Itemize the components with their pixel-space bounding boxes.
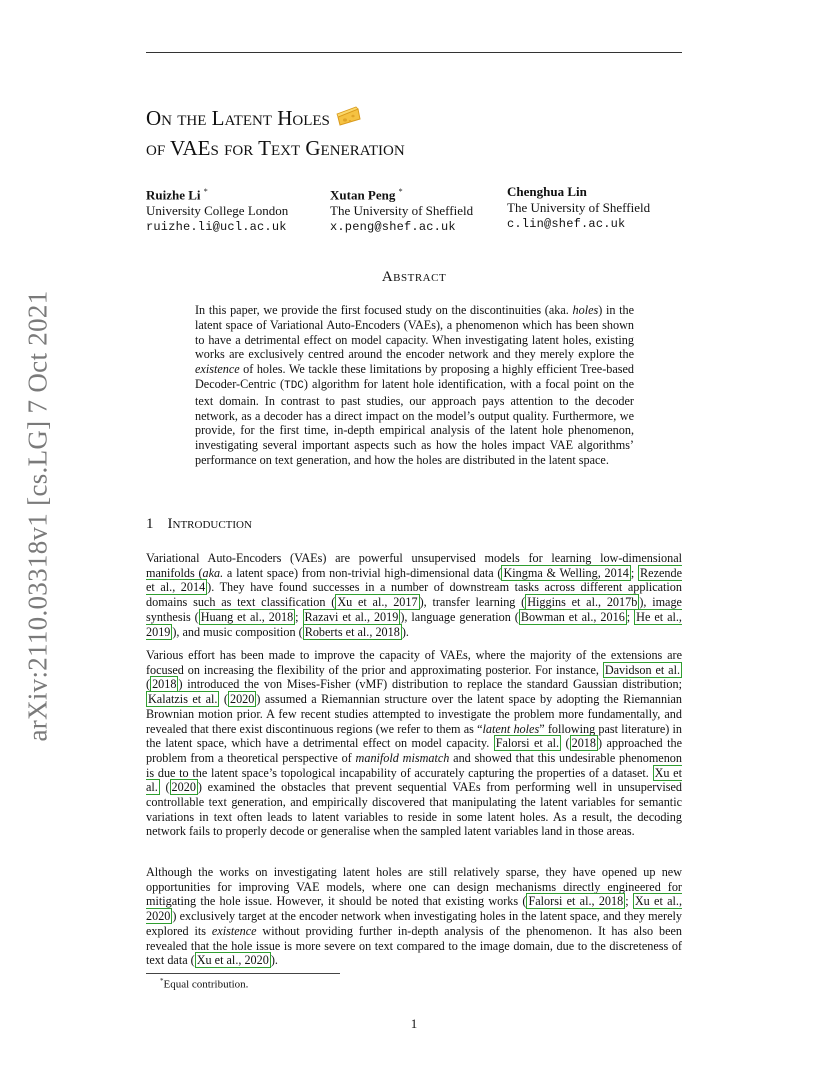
body-text: ), and music composition (: [172, 624, 303, 639]
citation-link[interactable]: Kalatzis et al.: [148, 692, 218, 707]
citation-link[interactable]: Roberts et al., 2018: [304, 624, 400, 639]
body-text: and showed that this undesirable phenomenon is due to the latent space’s topological incapability of accurately capturing the properties of a dataset.: [146, 750, 682, 780]
author-affiliation: The University of Sheffield: [330, 203, 474, 219]
intro-paragraph-1: [146, 551, 682, 639]
citation-link[interactable]: 2020: [171, 780, 196, 795]
body-text: ;: [295, 609, 303, 624]
body-text: (: [561, 736, 570, 751]
body-text: a latent space) from non-trivial high-dimensional data (: [223, 565, 502, 580]
body-text: without providing further in-depth analysis of the phenomenon. It has also been revealed that the hole issue is more severe on text compared to the image domain, due to the discreteness of text data (: [146, 923, 682, 968]
body-emphasis: manifold mismatch: [355, 750, 450, 765]
title-line-1: [146, 104, 405, 134]
page-number: 1: [410, 1016, 418, 1031]
body-text: ). They have found successes in a number of downstream tasks across different application domains such as text classification (: [146, 580, 682, 610]
author-1-name-line: [146, 184, 288, 203]
author-1: [146, 184, 288, 235]
body-text: ).: [401, 624, 409, 639]
author-3-name-line: [507, 184, 650, 200]
author-2-name-line: [330, 184, 473, 203]
intro-paragraph-3: [146, 865, 682, 968]
author-email[interactable]: x.peng@shef.ac.uk: [330, 220, 456, 235]
abstract-text: In this paper, we provide the first focused study on the discontinuities (aka.: [195, 303, 573, 317]
citation-link[interactable]: Higgins et al., 2017b: [527, 595, 638, 610]
equal-contribution-mark: *: [398, 187, 403, 196]
author-name: Ruizhe Li: [146, 187, 201, 203]
author-email[interactable]: c.lin@shef.ac.uk: [507, 217, 626, 231]
citation-link[interactable]: Falorsi et al., 2018: [528, 894, 624, 909]
citation-link[interactable]: 2018: [571, 736, 596, 751]
equal-contribution-mark: *: [203, 187, 208, 196]
author-3: [507, 184, 650, 232]
body-text: ), transfer learning (: [419, 595, 526, 610]
intro-paragraph-2: [146, 648, 682, 839]
abstract-heading: Abstract: [381, 269, 447, 285]
citation-link[interactable]: Falorsi et al.: [495, 736, 560, 751]
title-line-2: of VAEs for Text Generation: [146, 136, 405, 160]
author-2: [330, 184, 473, 235]
section-heading: [146, 516, 252, 533]
body-text: ) approached the problem from a theoretical perspective of: [146, 736, 682, 765]
author-email[interactable]: ruizhe.li@ucl.ac.uk: [146, 220, 287, 235]
abstract-text: ) algorithm for latent hole identification, with a focal point on the text domain. In contrast to past studies, our approach pays attention to the decoder network, as a decoder has a direct impact on the model’s output quality. Furthermore, we provide, for the first time, in-depth empirical analysis of the latent hole phenomenon, investigating several important aspects such as how the holes impact VAE algorithms’ performance on text generation, and how the holes are distributed in the latent space.: [195, 376, 634, 467]
body-emphasis: latent holes: [482, 721, 540, 736]
citation-link[interactable]: Xu et al., 2017: [337, 595, 418, 610]
body-text: ) introduced the von Mises-Fisher (vMF) distribution to replace the standard Gaussian distribution;: [178, 677, 682, 692]
body-text: ), image synthesis (: [146, 595, 682, 624]
citation-link[interactable]: Huang et al., 2018: [200, 609, 294, 624]
citation-link[interactable]: Xu et al.: [146, 765, 682, 795]
arxiv-identifier: arXiv:2110.03318v1 [cs.LG] 7 Oct 2021: [22, 290, 53, 742]
body-text: ;: [625, 894, 633, 909]
body-text: ), language generation (: [400, 609, 519, 624]
author-name: Xutan Peng: [330, 187, 396, 203]
body-text: ) exclusively target at the encoder network when investigating holes in the latent space, and they merely explored its: [146, 909, 682, 938]
body-text: ” following past literature) in the latent space, which have a detrimental effect on model capacity.: [146, 721, 682, 751]
section-number: 1: [146, 516, 154, 532]
body-emphasis: existence: [211, 923, 257, 938]
body-text: Various effort has been made to improve the capacity of VAEs, where the majority of the extensions are focused on increasing the flexibility of the prior and approximating posterior. For instance,: [146, 648, 682, 677]
author-name: Chenghua Lin: [507, 184, 587, 199]
abstract-emphasis: holes: [572, 303, 599, 317]
body-text: (: [146, 677, 151, 692]
footnote-mark: *: [160, 977, 164, 985]
author-affiliation: University College London: [146, 203, 289, 219]
citation-link[interactable]: Xu et al., 2020: [196, 953, 269, 968]
body-text: ) examined the obstacles that prevent sequential VAEs from performing well in unsupervised controllable text generation, and empirically discovered that manipulating the latent variables for semantic variations in text often leads to latent variables to reside in some latent holes. As a result, the decoding network fails to properly decode or generalise when the sampled latent variables land in those areas.: [146, 780, 683, 839]
citation-link[interactable]: Xu et al., 2020: [146, 894, 682, 924]
citation-link[interactable]: Kingma & Welling, 2014: [503, 565, 629, 580]
body-text: ;: [626, 609, 635, 624]
body-text: ) assumed a Riemannian structure over the latent space by adopting the Riemannian Brownian motion prior. A few recent studies attempted to investigate the problem more fundamentally, and revealed that there exist discontinuous regions (we refer to them as “: [146, 692, 682, 736]
footnote: [160, 977, 248, 991]
section-title: Introduction: [167, 516, 252, 532]
author-affiliation: The University of Sheffield: [507, 200, 651, 215]
algorithm-name: TDC: [284, 379, 304, 392]
footnote-rule: [146, 973, 340, 974]
body-text: ).: [270, 953, 278, 968]
top-rule: [146, 52, 682, 53]
citation-link[interactable]: 2020: [229, 692, 255, 707]
abstract-text: of holes. We tackle these limitations by proposing a highly efficient Tree-based Decoder-Centric (: [195, 362, 634, 391]
body-text: Although the works on investigating latent holes are still relatively sparse, they have opened up new opportunities for improving VAE models, where one can design mechanisms directly engineered for mitigating the hole issue. However, it should be noted that existing works (: [146, 865, 682, 909]
citation-link[interactable]: Rezende et al., 2014: [146, 565, 682, 595]
title-line-1-text: On the Latent Holes: [146, 106, 330, 130]
body-text: Variational Auto-Encoders (VAEs) are powerful unsupervised models for learning low-dimensional manifolds (: [146, 551, 682, 580]
body-text: (: [159, 780, 170, 795]
abstract-body: [195, 303, 634, 468]
paper-title: [146, 104, 405, 162]
abstract-emphasis: existence: [195, 362, 240, 377]
citation-link[interactable]: Davidson et al.: [604, 662, 680, 677]
body-emphasis: aka.: [202, 565, 224, 580]
cheese-icon: [336, 105, 362, 134]
citation-link[interactable]: Bowman et al., 2016: [520, 609, 625, 624]
body-text: ;: [630, 565, 639, 580]
citation-link[interactable]: He et al., 2019: [146, 609, 682, 639]
citation-link[interactable]: Razavi et al., 2019: [304, 609, 399, 624]
footnote-text: Equal contribution.: [163, 978, 249, 991]
abstract-text: ) in the latent space of Variational Auto-Encoders (VAEs), a phenomenon which has been shown to have a detrimental effect on model capacity. When investigating latent holes, existing works are exclusively centred around the encoder network and they merely explore the: [195, 303, 634, 362]
citation-link[interactable]: 2018: [152, 677, 177, 692]
body-text: (: [219, 692, 228, 707]
